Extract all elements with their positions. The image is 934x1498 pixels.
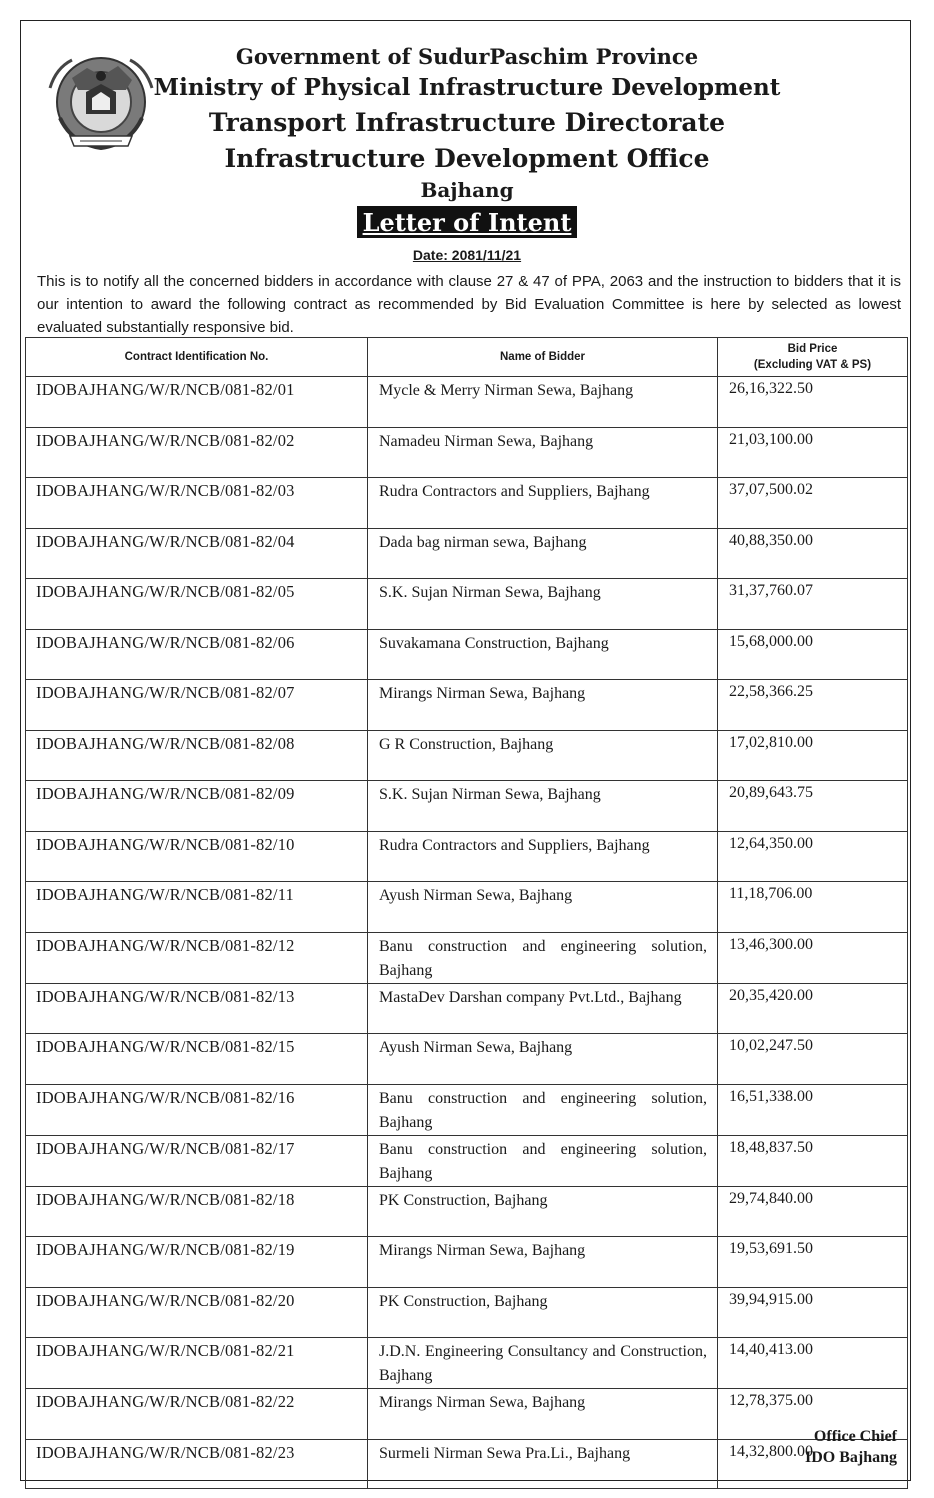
contract-id-cell: IDOBAJHANG/W/R/NCB/081-82/17 [26, 1135, 368, 1186]
bid-price-cell: 10,02,247.50 [718, 1034, 908, 1085]
bid-price-cell: 39,94,915.00 [718, 1287, 908, 1338]
table-row [26, 1338, 908, 1389]
header-office: Infrastructure Development Office [224, 144, 710, 173]
header-government: Government of SudurPaschim Province [235, 44, 699, 69]
contract-id-cell: IDOBAJHANG/W/R/NCB/081-82/02 [26, 427, 368, 478]
bidder-name-cell: Banu construction and engineering solution, Bajhang [368, 1084, 718, 1135]
bid-price-cell: 20,35,420.00 [718, 983, 908, 1034]
table-row [26, 680, 908, 731]
table-header-row [26, 338, 908, 377]
bid-price-cell: 29,74,840.00 [718, 1186, 908, 1237]
contract-id-cell: IDOBAJHANG/W/R/NCB/081-82/09 [26, 781, 368, 832]
contract-id-cell: IDOBAJHANG/W/R/NCB/081-82/16 [26, 1084, 368, 1135]
contract-id-cell: IDOBAJHANG/W/R/NCB/081-82/21 [26, 1338, 368, 1389]
table-row [26, 478, 908, 529]
table-row [26, 579, 908, 630]
bid-price-cell: 14,40,413.00 [718, 1338, 908, 1389]
table-row [26, 629, 908, 680]
contract-id-cell: IDOBAJHANG/W/R/NCB/081-82/10 [26, 831, 368, 882]
notice-date: Date: 2081/11/21 [412, 247, 522, 263]
contract-id-cell: IDOBAJHANG/W/R/NCB/081-82/22 [26, 1389, 368, 1440]
contract-id-cell: IDOBAJHANG/W/R/NCB/081-82/07 [26, 680, 368, 731]
table-row [26, 1135, 908, 1186]
document-title: Letter of Intent [357, 206, 578, 238]
contract-id-cell: IDOBAJHANG/W/R/NCB/081-82/19 [26, 1237, 368, 1288]
bidder-name-cell: Rudra Contractors and Suppliers, Bajhang [368, 478, 718, 529]
bid-price-cell: 37,07,500.02 [718, 478, 908, 529]
bidder-name-cell: Suvakamana Construction, Bajhang [368, 629, 718, 680]
table-row [26, 831, 908, 882]
contract-id-cell: IDOBAJHANG/W/R/NCB/081-82/20 [26, 1287, 368, 1338]
bidder-name-cell: PK Construction, Bajhang [368, 1186, 718, 1237]
table-row [26, 377, 908, 428]
bid-price-cell: 31,37,760.07 [718, 579, 908, 630]
column-header-bidder: Name of Bidder [368, 338, 718, 377]
column-header-contract: Contract Identification No. [26, 338, 368, 377]
table-row [26, 528, 908, 579]
intro-paragraph: This is to notify all the concerned bidders in accordance with clause 27 & 47 of PPA, 2063 and the instruction to bidders that it is our intention to award the following contract as recommended by Bid Evaluation Committee is here by selected as lowest evaluated substantially responsive bid. [37, 273, 901, 336]
bid-price-cell: 40,88,350.00 [718, 528, 908, 579]
bidder-name-cell: Mirangs Nirman Sewa, Bajhang [368, 1389, 718, 1440]
contract-id-cell: IDOBAJHANG/W/R/NCB/081-82/06 [26, 629, 368, 680]
column-header-price [718, 338, 908, 377]
bidder-name-cell: Rudra Contractors and Suppliers, Bajhang [368, 831, 718, 882]
contract-id-cell: IDOBAJHANG/W/R/NCB/081-82/11 [26, 882, 368, 933]
column-header-price-line1: Bid Price [787, 343, 838, 355]
contract-id-cell: IDOBAJHANG/W/R/NCB/081-82/13 [26, 983, 368, 1034]
table-row [26, 427, 908, 478]
signature-office: IDO Bajhang [804, 1449, 897, 1466]
bid-price-cell: 12,64,350.00 [718, 831, 908, 882]
contract-id-cell: IDOBAJHANG/W/R/NCB/081-82/12 [26, 932, 368, 983]
bidder-name-cell: Ayush Nirman Sewa, Bajhang [368, 1034, 718, 1085]
signature-title: Office Chief [813, 1428, 897, 1445]
bid-price-cell: 11,18,706.00 [718, 882, 908, 933]
bidder-name-cell: J.D.N. Engineering Consultancy and Construction, Bajhang [368, 1338, 718, 1389]
bidder-name-cell: Mirangs Nirman Sewa, Bajhang [368, 680, 718, 731]
bid-price-cell: 22,58,366.25 [718, 680, 908, 731]
bid-price-cell: 17,02,810.00 [718, 730, 908, 781]
table-row [26, 1084, 908, 1135]
table-row [26, 1034, 908, 1085]
contract-id-cell: IDOBAJHANG/W/R/NCB/081-82/03 [26, 478, 368, 529]
bid-price-cell: 16,51,338.00 [718, 1084, 908, 1135]
bid-price-cell: 15,68,000.00 [718, 629, 908, 680]
bidder-name-cell: Surmeli Nirman Sewa Pra.Li., Bajhang [368, 1439, 718, 1488]
bid-price-cell: 20,89,643.75 [718, 781, 908, 832]
header-ministry: Ministry of Physical Infrastructure Development [153, 74, 781, 101]
table-row [26, 932, 908, 983]
contract-id-cell: IDOBAJHANG/W/R/NCB/081-82/04 [26, 528, 368, 579]
contract-id-cell: IDOBAJHANG/W/R/NCB/081-82/23 [26, 1439, 368, 1488]
bidder-name-cell: MastaDev Darshan company Pvt.Ltd., Bajhang [368, 983, 718, 1034]
table-row [26, 730, 908, 781]
bidder-name-cell: S.K. Sujan Nirman Sewa, Bajhang [368, 781, 718, 832]
table-body [26, 377, 908, 1489]
column-header-price-line2: (Excluding VAT & PS) [753, 359, 872, 371]
table-row [26, 1389, 908, 1440]
contract-id-cell: IDOBAJHANG/W/R/NCB/081-82/08 [26, 730, 368, 781]
bidder-name-cell: Mirangs Nirman Sewa, Bajhang [368, 1237, 718, 1288]
bid-price-cell: 18,48,837.50 [718, 1135, 908, 1186]
header-directorate: Transport Infrastructure Directorate [208, 108, 726, 137]
table-row [26, 1186, 908, 1237]
contract-id-cell: IDOBAJHANG/W/R/NCB/081-82/01 [26, 377, 368, 428]
bidder-name-cell: PK Construction, Bajhang [368, 1287, 718, 1338]
bidder-name-cell: Dada bag nirman sewa, Bajhang [368, 528, 718, 579]
table-row [26, 983, 908, 1034]
document-title-banner [0, 206, 934, 238]
bid-table [25, 337, 908, 1489]
bidder-name-cell: Banu construction and engineering solution, Bajhang [368, 932, 718, 983]
bid-price-cell: 21,03,100.00 [718, 427, 908, 478]
bid-price-cell: 12,78,375.00 [718, 1389, 908, 1440]
contract-id-cell: IDOBAJHANG/W/R/NCB/081-82/18 [26, 1186, 368, 1237]
bidder-name-cell: Mycle & Merry Nirman Sewa, Bajhang [368, 377, 718, 428]
contract-id-cell: IDOBAJHANG/W/R/NCB/081-82/05 [26, 579, 368, 630]
bidder-name-cell: Ayush Nirman Sewa, Bajhang [368, 882, 718, 933]
bidder-name-cell: Namadeu Nirman Sewa, Bajhang [368, 427, 718, 478]
bid-price-cell: 26,16,322.50 [718, 377, 908, 428]
bid-price-cell: 19,53,691.50 [718, 1237, 908, 1288]
bidder-name-cell: G R Construction, Bajhang [368, 730, 718, 781]
table-row [26, 781, 908, 832]
bid-price-cell: 13,46,300.00 [718, 932, 908, 983]
table-row [26, 882, 908, 933]
bidder-name-cell: S.K. Sujan Nirman Sewa, Bajhang [368, 579, 718, 630]
bidder-name-cell: Banu construction and engineering solution, Bajhang [368, 1135, 718, 1186]
table-row [26, 1439, 908, 1488]
bid-price-cell: 14,32,800.00 [718, 1439, 908, 1488]
contract-id-cell: IDOBAJHANG/W/R/NCB/081-82/15 [26, 1034, 368, 1085]
header-location: Bajhang [420, 178, 514, 202]
table-row [26, 1237, 908, 1288]
table-row [26, 1287, 908, 1338]
